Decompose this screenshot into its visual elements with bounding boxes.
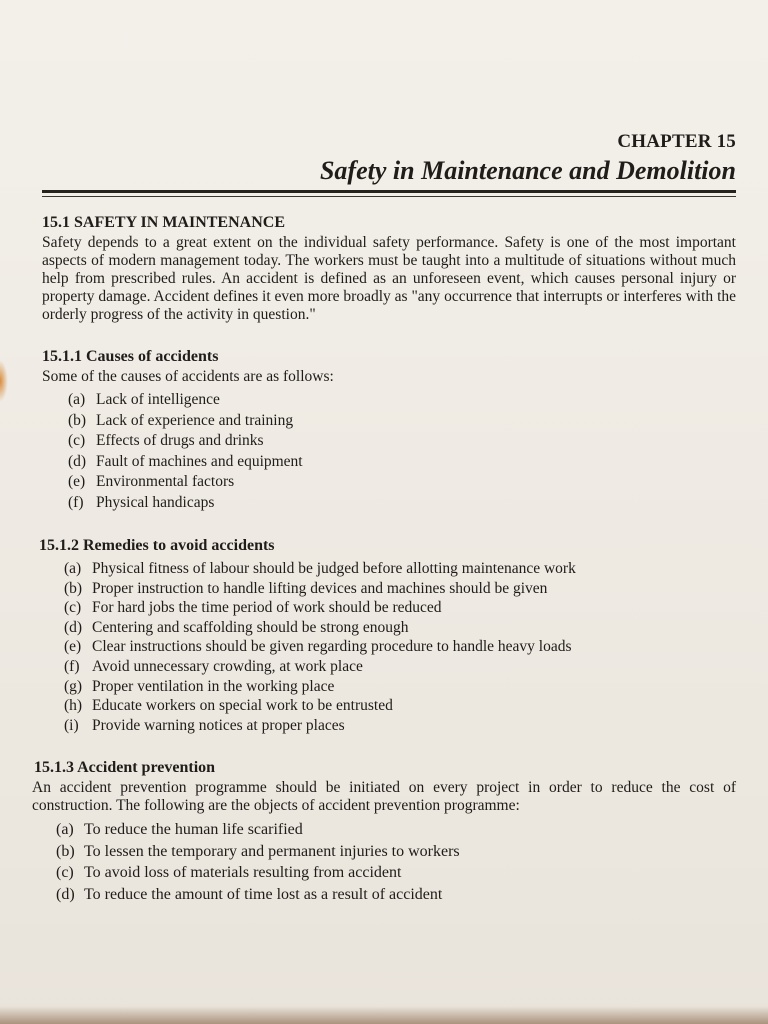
list-item-text: Lack of experience and training bbox=[96, 411, 294, 429]
list-item bbox=[68, 472, 736, 493]
list-item-text: Avoid unnecessary crowding, at work place bbox=[92, 657, 363, 675]
list-item-text: To lessen the temporary and permanent injuries to workers bbox=[84, 842, 460, 860]
section-heading: 15.1 SAFETY IN MAINTENANCE bbox=[42, 214, 285, 231]
list-item bbox=[56, 841, 736, 863]
list-item bbox=[64, 637, 736, 657]
section-heading: 15.1.3 Accident prevention bbox=[34, 759, 216, 777]
list-marker: (e) bbox=[68, 473, 86, 490]
list-marker: (b) bbox=[68, 411, 87, 429]
section-paragraph: Some of the causes of accidents are as follows: bbox=[42, 368, 334, 385]
list-item-text: Clear instructions should be given regarding procedure to handle heavy loads bbox=[92, 638, 572, 656]
page-content bbox=[32, 214, 736, 929]
list-marker: (a) bbox=[56, 821, 74, 839]
list-item-text: To reduce the human life scarified bbox=[84, 821, 303, 839]
prevention-objects-list bbox=[42, 819, 736, 905]
list-marker: (g) bbox=[64, 677, 83, 695]
list-marker: (h) bbox=[64, 697, 83, 715]
chapter-label: CHAPTER 15 bbox=[617, 131, 736, 152]
list-item bbox=[68, 390, 736, 411]
title-rule-thick bbox=[42, 190, 736, 193]
list-marker: (e) bbox=[64, 638, 82, 656]
list-item bbox=[64, 598, 736, 618]
list-marker: (f) bbox=[64, 657, 80, 675]
list-marker: (b) bbox=[56, 842, 75, 860]
list-item bbox=[64, 716, 736, 736]
list-item bbox=[64, 618, 736, 638]
list-marker: (c) bbox=[64, 599, 82, 617]
list-item bbox=[68, 493, 736, 514]
list-item bbox=[64, 579, 736, 599]
section-accident-prevention bbox=[32, 759, 736, 905]
list-item bbox=[68, 452, 736, 473]
list-item bbox=[64, 696, 736, 716]
list-marker: (f) bbox=[68, 493, 84, 511]
section-paragraph: Safety depends to a great extent on the individual safety performance. Safety is one of the most important aspects of modern management today. The workers must be taught into a multitude of situations without much help from prescribed rules. An accident is defined as an unforeseen event, which causes personal injury or property damage. Accident defines it even more broadly as "any occurrence that interrupts or interferes with the orderly progress of the activity in question." bbox=[42, 234, 736, 323]
list-item bbox=[56, 819, 736, 841]
list-marker: (c) bbox=[56, 864, 74, 882]
list-item-text: Provide warning notices at proper places bbox=[92, 716, 345, 734]
section-causes-of-accidents bbox=[42, 348, 736, 513]
list-marker: (d) bbox=[56, 885, 75, 903]
section-safety-in-maintenance bbox=[42, 214, 736, 324]
page-edge-shadow-left bbox=[0, 360, 8, 402]
list-item-text: Centering and scaffolding should be strong enough bbox=[92, 618, 409, 636]
list-item bbox=[56, 884, 736, 906]
list-item-text: Effects of drugs and drinks bbox=[96, 432, 264, 449]
list-item bbox=[64, 559, 736, 579]
section-heading: 15.1.2 Remedies to avoid accidents bbox=[39, 537, 275, 554]
section-remedies bbox=[39, 537, 736, 735]
list-marker: (a) bbox=[64, 560, 82, 577]
list-item-text: To avoid loss of materials resulting from accident bbox=[84, 864, 402, 882]
section-heading: 15.1.1 Causes of accidents bbox=[42, 348, 219, 365]
list-item-text: Physical fitness of labour should be judged before allotting maintenance work bbox=[92, 560, 576, 577]
page-edge-shadow-bottom bbox=[0, 1006, 768, 1024]
list-item-text: Environmental factors bbox=[96, 473, 235, 490]
remedies-list bbox=[42, 559, 736, 735]
list-item-text: Fault of machines and equipment bbox=[96, 452, 303, 470]
list-marker: (d) bbox=[64, 618, 83, 636]
list-item bbox=[68, 411, 736, 432]
list-item bbox=[56, 862, 736, 884]
list-item-text: To reduce the amount of time lost as a result of accident bbox=[84, 885, 443, 903]
list-item bbox=[64, 657, 736, 677]
list-item-text: Physical handicaps bbox=[96, 493, 215, 511]
list-marker: (i) bbox=[64, 716, 79, 734]
causes-list bbox=[42, 390, 736, 513]
list-item-text: Lack of intelligence bbox=[96, 391, 220, 408]
list-marker: (c) bbox=[68, 432, 86, 449]
chapter-title: Safety in Maintenance and Demolition bbox=[319, 156, 736, 185]
title-rule-thin bbox=[42, 196, 736, 197]
list-item bbox=[68, 431, 736, 452]
list-item-text: For hard jobs the time period of work should be reduced bbox=[92, 599, 442, 617]
list-item-text: Proper ventilation in the working place bbox=[92, 677, 335, 695]
list-item-text: Proper instruction to handle lifting devices and machines should be given bbox=[92, 579, 548, 597]
list-item bbox=[64, 677, 736, 697]
list-item-text: Educate workers on special work to be entrusted bbox=[92, 697, 393, 715]
list-marker: (d) bbox=[68, 452, 87, 470]
list-marker: (b) bbox=[64, 579, 83, 597]
section-paragraph: An accident prevention programme should be initiated on every project in order to reduce the cost of construction. The following are the objects of accident prevention programme: bbox=[32, 779, 736, 815]
list-marker: (a) bbox=[68, 391, 86, 408]
